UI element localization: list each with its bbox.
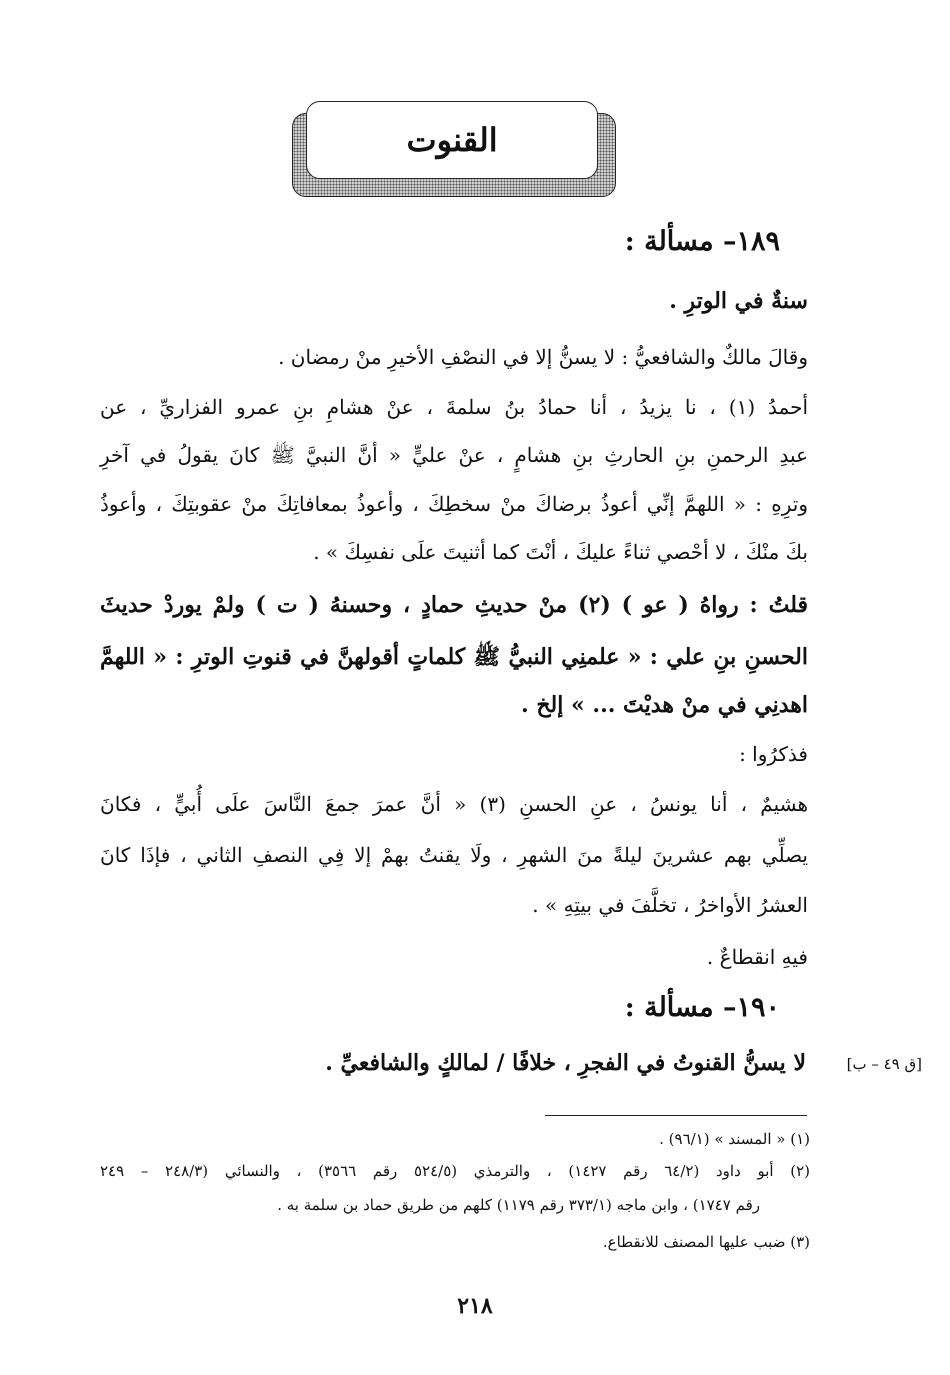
issue-190-statement: لا يسنُّ القنوتُ في الفجرِ ، خلافًا / لمالكٍ والشافعيِّ .: [325, 1050, 806, 1076]
issue-189-heading: ١٨٩– مسألة :: [624, 226, 780, 257]
text-line: يصلِّي بهم عشرينَ ليلةً منَ الشهرِ ، ولَا يقنتُ بهمْ إلا فِي النصفِ الثاني ، فإذَا كانَ: [100, 843, 808, 867]
inqita-line: فيهِ انقطاعٌ .: [706, 945, 808, 969]
footnote: رقم ١٧٤٧) ، وابن ماجه (٣٧٣/١ رقم ١١٧٩) كلهم من طريق حماد بن سلمة به .: [277, 1196, 760, 1214]
footnote: (١) « المسند » (٩٦/١) .: [659, 1130, 810, 1148]
issue-189-statement: سنةٌ في الوترِ .: [669, 288, 808, 314]
page-number: ٢١٨: [457, 1293, 493, 1319]
qultu-line: قلتُ : رواهُ ( عو ) (٢) منْ حديثِ حمادٍ ، وحسنهُ ( ت ) ولمْ يوردْ حديثَ: [100, 592, 808, 618]
chapter-title: القنوت: [306, 101, 598, 179]
text-line: بكَ منْكَ ، لا أحْصي ثناءً عليكَ ، أنْتَ كما أثنيتَ علَى نفسِكَ » .: [313, 540, 808, 564]
issue-190-heading: ١٩٠– مسألة :: [624, 992, 780, 1023]
qultu-line: الحسنِ بنِ علي : « علمنِي النبيُّ ﷺ كلماتٍ أقولهنَّ في قنوتِ الوترِ : « اللهمَّ: [100, 644, 808, 670]
dhakaru-line: فذكرُوا :: [739, 742, 808, 766]
text-line: أحمدُ (١) ، نا يزيدُ ، أنا حمادُ بنُ سلمةَ ، عنْ هشامِ بنِ عمرو الفزاريِّ ، عن: [100, 395, 808, 419]
footnote-separator: [545, 1115, 807, 1116]
text-line: هشيمٌ ، أنا يونسُ ، عنِ الحسنِ (٣) « أنَّ عمرَ جمعَ النَّاسَ علَى أُبيٍّ ، فكانَ: [100, 792, 809, 816]
text-line: وقالَ مالكٌ والشافعيُّ : لا يسنُّ إلا في النصْفِ الأخيرِ منْ رمضان .: [278, 345, 808, 369]
text-line: العشرُ الأواخرُ ، تخلَّفَ في بيتِهِ » .: [532, 893, 808, 917]
footnote: (٣) ضبب عليها المصنف للانقطاع.: [602, 1233, 810, 1251]
text-line: وترِهِ : « اللهمَّ إنِّي أعوذُ برضاكَ منْ سخطِكَ ، وأعوذُ بمعافاتِكَ منْ عقوبتِكَ ، وأعوذُ: [100, 492, 808, 516]
text-line: عبدِ الرحمنِ بنِ الحارثِ بنِ هشامٍ ، عنْ عليٍّ « أنَّ النبيَّ ﷺ كانَ يقولُ في آخرِ: [100, 443, 808, 467]
manuscript-folio-note: [ق ٤٩ – ب]: [846, 1055, 922, 1073]
qultu-line: اهدنِي في منْ هديْتَ ... » إلخ .: [521, 692, 808, 718]
footnote: (٢) أبو داود (٦٤/٢ رقم ١٤٢٧) ، والترمذي (٥٢٤/٥ رقم ٣٥٦٦) ، والنسائي (٢٤٨/٣ – ٢٤٩: [100, 1162, 810, 1180]
